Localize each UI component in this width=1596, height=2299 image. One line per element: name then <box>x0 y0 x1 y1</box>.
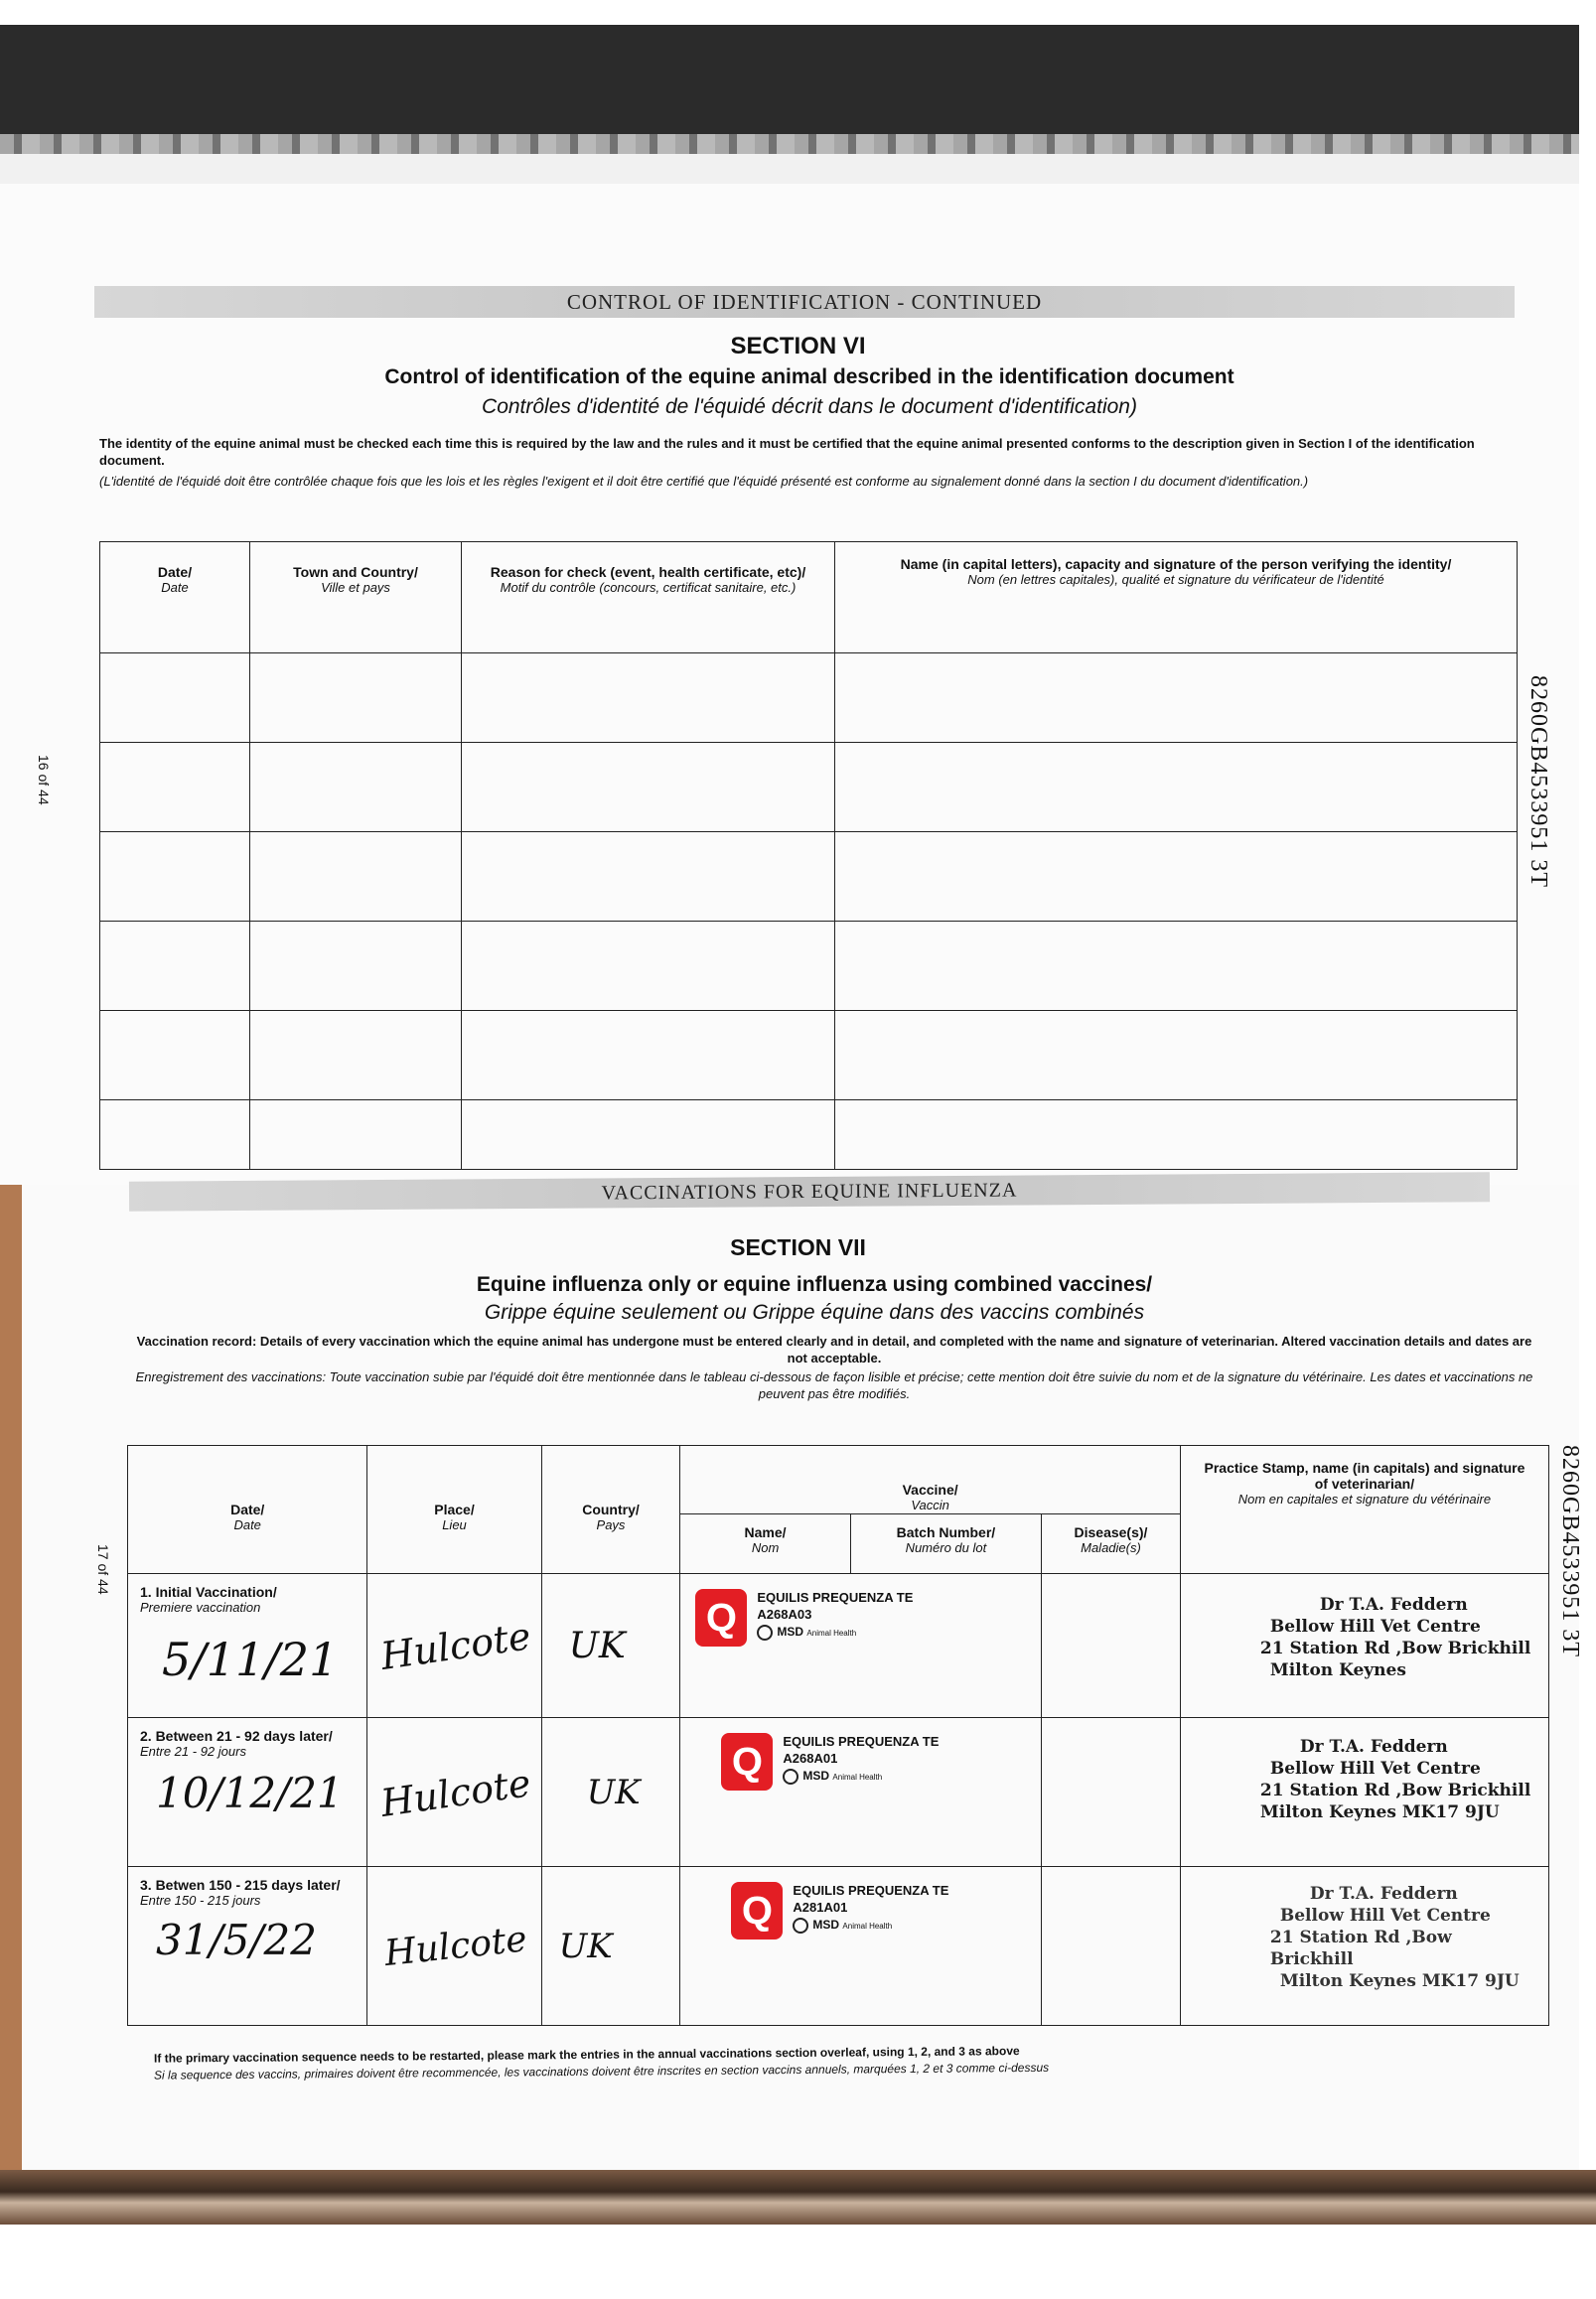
scan-margin <box>0 2225 1596 2299</box>
table-cell[interactable] <box>250 832 462 922</box>
section-vii-banner: VACCINATIONS FOR EQUINE INFLUENZA <box>129 1172 1490 1212</box>
table-header-row <box>100 542 1518 653</box>
country-cell[interactable] <box>541 1574 680 1718</box>
equilis-q-logo-icon: Q <box>731 1882 783 1940</box>
table-cell[interactable] <box>250 743 462 832</box>
disease-cell[interactable] <box>1042 1718 1181 1867</box>
col-vaccine-name: Name/ Nom <box>680 1514 850 1574</box>
table-cell[interactable] <box>100 1100 250 1170</box>
handwritten-country: UK <box>558 1926 613 1966</box>
table-row <box>100 743 1518 832</box>
page-edge <box>0 154 1579 184</box>
vaccination-label-fr: Premiere vaccination <box>140 1600 261 1615</box>
table-cell[interactable] <box>462 922 835 1011</box>
col-town-country: Town and Country/ Ville et pays <box>250 542 462 653</box>
handwritten-place: Hulcote <box>378 1760 534 1825</box>
country-cell[interactable] <box>541 1867 680 2026</box>
col-country: Country/ Pays <box>541 1446 680 1574</box>
section-vi-banner: CONTROL OF IDENTIFICATION - CONTINUED <box>94 286 1515 318</box>
table-cell[interactable] <box>250 653 462 743</box>
table-cell[interactable] <box>835 1011 1518 1100</box>
table-row <box>100 1011 1518 1100</box>
table-cell[interactable] <box>462 832 835 922</box>
date-cell[interactable] <box>128 1574 367 1718</box>
vaccine-sticker <box>681 1575 1040 1647</box>
batch-number: A281A01 <box>793 1900 848 1915</box>
vaccination-label-fr: Entre 150 - 215 jours <box>140 1893 261 1908</box>
handwritten-place: Hulcote <box>382 1919 529 1975</box>
vet-stamp: Dr T.A. Feddern Bellow Hill Vet Centre 21 Station Rd ,Bow Brickhill Milton Keynes MK17 9JU <box>1259 1737 1531 1822</box>
table-cell[interactable] <box>462 1100 835 1170</box>
handwritten-country: UK <box>568 1625 626 1666</box>
restart-footnote-fr: Si la sequence des vaccins, primaires doivent être recommencée, les vaccinations doivent être inscrites en section vaccins annuels, marquées 1, 2 et 3 comme ci-dessus <box>153 2060 1050 2083</box>
section-vi-title-fr: Contrôles d'identité de l'équidé décrit dans le document d'identification) <box>482 395 1137 418</box>
col-reason: Reason for check (event, health certificate, etc)/ Motif du contrôle (concours, certificat sanitaire, etc.) <box>462 542 835 653</box>
vaccination-row-2 <box>128 1718 1549 1867</box>
equilis-q-logo-icon: Q <box>695 1589 747 1647</box>
handwritten-place: Hulcote <box>378 1614 534 1678</box>
page-number-17: 17 of 44 <box>95 1544 111 1595</box>
place-cell[interactable] <box>367 1574 541 1718</box>
vet-stamp: Dr T.A. Feddern Bellow Hill Vet Centre 21 Station Rd ,Bow Brickhill Milton Keynes <box>1259 1595 1531 1680</box>
vaccine-name: EQUILIS PREQUENZA TE <box>783 1734 940 1749</box>
table-cell[interactable] <box>462 653 835 743</box>
table-cell[interactable] <box>462 1011 835 1100</box>
table-row <box>100 922 1518 1011</box>
table-cell[interactable] <box>835 743 1518 832</box>
vet-stamp: Dr T.A. Feddern Bellow Hill Vet Centre 21 Station Rd ,Bow Brickhill Milton Keynes MK17 9JU <box>1269 1884 1520 1991</box>
book-binding <box>0 2170 1596 2225</box>
table-cell[interactable] <box>100 922 250 1011</box>
col-disease: Disease(s)/ Maladie(s) <box>1042 1514 1181 1574</box>
country-cell[interactable] <box>541 1718 680 1867</box>
table-cell[interactable] <box>250 1100 462 1170</box>
table-cell[interactable] <box>250 1011 462 1100</box>
vaccination-label-fr: Entre 21 - 92 jours <box>140 1744 246 1759</box>
page-number-16: 16 of 44 <box>36 755 52 805</box>
table-cell[interactable] <box>100 653 250 743</box>
table-cell[interactable] <box>835 1100 1518 1170</box>
date-cell[interactable] <box>128 1867 367 2026</box>
table-cell[interactable] <box>462 743 835 832</box>
vet-stamp-cell[interactable] <box>1180 1574 1548 1718</box>
table-cell[interactable] <box>835 832 1518 922</box>
col-vaccine: Vaccine/ Vaccin <box>680 1446 1180 1514</box>
col-place: Place/ Lieu <box>367 1446 541 1574</box>
vaccine-sticker <box>681 1868 1040 1940</box>
restart-footnote: If the primary vaccination sequence needs to be restarted, please mark the entries in the annual vaccinations section overleaf, using 1, 2, and 3 as above <box>153 2044 1020 2066</box>
vaccine-sticker-cell[interactable] <box>680 1867 1042 2026</box>
vaccination-label: 3. Betwen 150 - 215 days later/ <box>140 1877 341 1893</box>
vaccine-sticker-cell[interactable] <box>680 1718 1042 1867</box>
vaccination-record-note-fr: Enregistrement des vaccinations: Toute vaccination subie par l'équidé doit être mentionnée dans le tableau ci-dessous de façon lisible et précise; cette mention doit être suivie du nom et de la signature du vétérinaire. Les dates et vaccinations ne peuvent pas être modifiés. <box>135 1369 1533 1401</box>
id-number-vii: 8260GB4533951 3T <box>1557 1445 1583 1657</box>
table-cell[interactable] <box>835 653 1518 743</box>
id-number-vi: 8260GB4533951 3T <box>1525 675 1551 888</box>
table-cell[interactable] <box>100 832 250 922</box>
vaccine-sticker-cell[interactable] <box>680 1574 1042 1718</box>
section-vii-title-fr: Grippe équine seulement ou Grippe équine dans des vaccins combinés <box>484 1301 1145 1324</box>
vet-stamp-cell[interactable] <box>1180 1718 1548 1867</box>
col-date: Date/ Date <box>128 1446 367 1574</box>
batch-number: A268A03 <box>757 1607 812 1622</box>
section-vi-title: Control of identification of the equine animal described in the identification document <box>384 365 1234 388</box>
disease-cell[interactable] <box>1042 1867 1181 2026</box>
col-batch-number: Batch Number/ Numéro du lot <box>850 1514 1041 1574</box>
handwritten-date: 31/5/22 <box>156 1916 317 1964</box>
vaccine-name: EQUILIS PREQUENZA TE <box>757 1590 914 1605</box>
scanner-dark-edge <box>0 25 1579 184</box>
msd-logo-icon: MSD Animal Health <box>793 1918 948 1934</box>
vaccination-record-note: Vaccination record: Details of every vaccination which the equine animal has undergone must be entered clearly and in detail, and completed with the name and signature of veterinarian. Altered vaccination details and dates are not acceptable. <box>136 1334 1532 1365</box>
msd-logo-icon: MSD Animal Health <box>757 1625 913 1641</box>
col-practice-stamp: Practice Stamp, name (in capitals) and signature of veterinarian/ Nom en capitales et signature du vétérinaire <box>1180 1446 1548 1574</box>
table-row <box>100 653 1518 743</box>
table-cell[interactable] <box>100 743 250 832</box>
vaccination-table <box>127 1445 1549 2026</box>
date-cell[interactable] <box>128 1718 367 1867</box>
vaccine-name: EQUILIS PREQUENZA TE <box>793 1883 949 1898</box>
identity-check-table <box>99 541 1518 1170</box>
col-verifier: Name (in capital letters), capacity and signature of the person verifying the identity/ Nom (en lettres capitales), qualité et signature du vérificateur de l'identité <box>835 542 1518 653</box>
table-cell[interactable] <box>250 922 462 1011</box>
vet-stamp-cell[interactable] <box>1180 1867 1548 2026</box>
disease-cell[interactable] <box>1042 1574 1181 1718</box>
table-cell[interactable] <box>835 922 1518 1011</box>
place-cell[interactable] <box>367 1718 541 1867</box>
section-vi-intro: The identity of the equine animal must be checked each time this is required by the law and the rules and it must be certified that the equine animal presented conforms to the description given in Section I of the identification document. <box>99 436 1475 468</box>
col-date: Date/ Date <box>100 542 250 653</box>
msd-logo-icon: MSD Animal Health <box>783 1769 939 1785</box>
place-cell[interactable] <box>367 1867 541 2026</box>
table-header-row <box>128 1446 1549 1514</box>
vaccination-label: 2. Between 21 - 92 days later/ <box>140 1728 333 1744</box>
vaccination-label: 1. Initial Vaccination/ <box>140 1584 277 1600</box>
section-vi-intro-fr: (L'identité de l'équidé doit être contrôlée chaque fois que les lois et les règles l'exigent et il doit être certifié que l'équidé présenté est conforme au signalement donné dans la section I du document d'identification.) <box>99 474 1309 489</box>
vaccination-row-1 <box>128 1574 1549 1718</box>
handwritten-date: 10/12/21 <box>156 1769 344 1817</box>
equilis-q-logo-icon: Q <box>721 1733 773 1791</box>
vaccination-row-3 <box>128 1867 1549 2026</box>
batch-number: A268A01 <box>783 1751 838 1766</box>
section-vii-heading: SECTION VII <box>730 1234 866 1260</box>
table-row <box>100 832 1518 922</box>
handwritten-date: 5/11/21 <box>162 1633 339 1686</box>
handwritten-country: UK <box>586 1772 641 1812</box>
table-cell[interactable] <box>100 1011 250 1100</box>
section-vi-heading: SECTION VI <box>730 333 866 359</box>
vaccine-sticker <box>681 1719 1040 1791</box>
table-row <box>100 1100 1518 1170</box>
section-vii-title: Equine influenza only or equine influenza using combined vaccines/ <box>476 1273 1153 1296</box>
